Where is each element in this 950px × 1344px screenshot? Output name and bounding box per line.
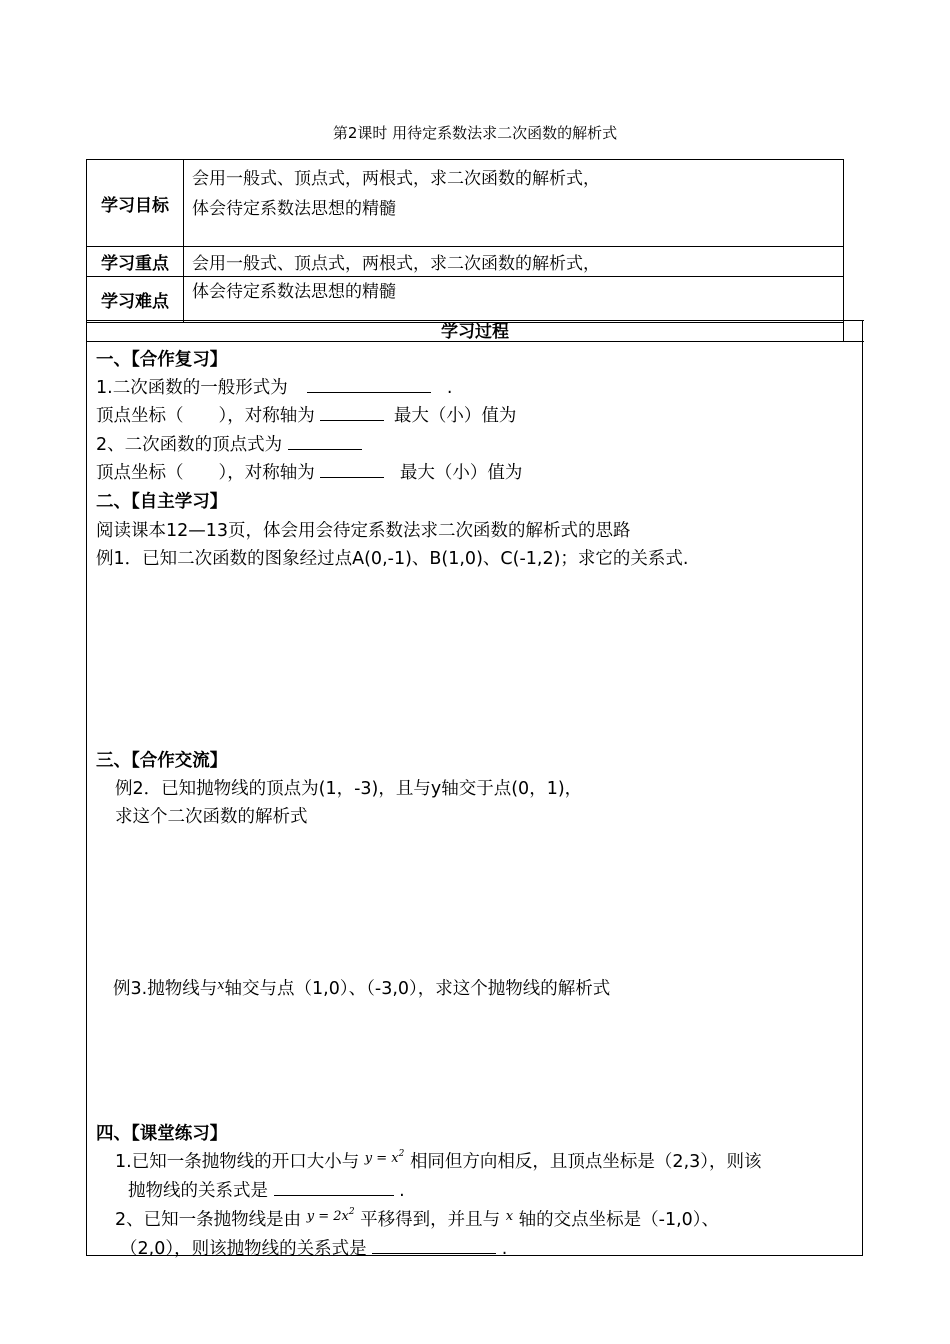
- example3: [113, 975, 610, 1000]
- example2-line1: 例2．已知抛物线的顶点为(1，-3)，且与y轴交于点(0，1)，: [115, 779, 583, 799]
- review-q1-text: 1.二次函数的一般形式为: [96, 378, 288, 398]
- section3-heading: 三、【合作交流】: [96, 751, 228, 771]
- example3-text-b: 轴交与点（1,0）、（-3,0），求这个抛物线的解析式: [224, 979, 611, 999]
- practice2-line2: [120, 1235, 507, 1260]
- max-min-text: 最大（小）值为: [393, 406, 517, 426]
- section1-heading: 一、【合作复习】: [96, 350, 228, 370]
- practice1-text-c: 抛物线的关系式是: [128, 1181, 268, 1201]
- practice2-line1: [115, 1206, 719, 1231]
- period: .: [501, 1239, 508, 1259]
- formula-base: y = x: [364, 1151, 399, 1166]
- answer-blank[interactable]: [288, 435, 362, 450]
- goal-line1: 会用一般式、顶点式，两根式，求二次函数的解析式，: [192, 169, 600, 189]
- section2-heading: 二、【自主学习】: [96, 492, 228, 512]
- practice1-line2: [128, 1177, 405, 1202]
- answer-blank[interactable]: [372, 1239, 496, 1254]
- vertex-text: 顶点坐标（ ），对称轴为: [96, 406, 315, 426]
- practice2-text-a: 2、已知一条抛物线是由: [115, 1210, 302, 1230]
- practice1-text-a: 1.已知一条抛物线的开口大小与: [115, 1152, 360, 1172]
- divider: [843, 320, 844, 342]
- practice2-text-d: （2,0），则该抛物线的关系式是: [120, 1239, 367, 1259]
- key-text: 会用一般式、顶点式，两根式，求二次函数的解析式，: [184, 247, 844, 277]
- period: .: [399, 1181, 405, 1201]
- formula-y-x2: [365, 1151, 405, 1166]
- x-var: x: [505, 1209, 514, 1224]
- goal-line2: 体会待定系数法思想的精髓: [192, 199, 396, 219]
- process-title: 学习过程: [86, 320, 864, 342]
- example2-line2: 求这个二次函数的解析式: [115, 807, 308, 827]
- exponent: 2: [348, 1207, 355, 1217]
- self-study-text: 阅读课本12—13页，体会用会待定系数法求二次函数的解析式的思路: [96, 521, 631, 541]
- section4-heading: 四、【课堂练习】: [96, 1124, 228, 1144]
- lesson-meta-table: [86, 159, 844, 323]
- review-q2: [96, 431, 362, 456]
- x-var: x: [217, 978, 225, 993]
- example3-text-a: 例3.抛物线与: [113, 979, 218, 999]
- formula-y-2x2: [307, 1209, 355, 1224]
- max-min-text: 最大（小）值为: [399, 463, 523, 483]
- goal-cell: [184, 160, 844, 247]
- practice1-line1: [115, 1148, 762, 1173]
- formula-base: y = 2x: [306, 1209, 349, 1224]
- review-q2-vertex: [96, 459, 522, 484]
- goal-label: 学习目标: [87, 160, 184, 247]
- period: .: [446, 378, 453, 398]
- answer-blank[interactable]: [307, 378, 431, 393]
- answer-blank[interactable]: [274, 1181, 394, 1196]
- axis-blank[interactable]: [320, 463, 384, 478]
- review-q1-vertex: [96, 402, 516, 427]
- difficulty-label: 学习难点: [87, 277, 184, 323]
- vertex-text: 顶点坐标（ ），对称轴为: [96, 463, 315, 483]
- practice2-text-b: 平移得到，并且与: [360, 1210, 501, 1230]
- practice1-text-b: 相同但方向相反，且顶点坐标是（2,3），则该: [409, 1152, 762, 1172]
- difficulty-text: 体会待定系数法思想的精髓: [184, 277, 844, 323]
- example1: 例1．已知二次函数的图象经过点A(0,-1)、B(1,0)、C(-1,2)；求它的关系式.: [96, 549, 689, 569]
- page-title: 第2课时 用待定系数法求二次函数的解析式: [332, 124, 618, 142]
- axis-blank[interactable]: [320, 406, 384, 421]
- review-q2-text: 2、二次函数的顶点式为: [96, 435, 283, 455]
- key-label: 学习重点: [87, 247, 184, 277]
- review-q1: [96, 374, 452, 399]
- practice2-text-c: 轴的交点坐标是（-1,0）、: [518, 1210, 720, 1230]
- exponent: 2: [398, 1149, 405, 1159]
